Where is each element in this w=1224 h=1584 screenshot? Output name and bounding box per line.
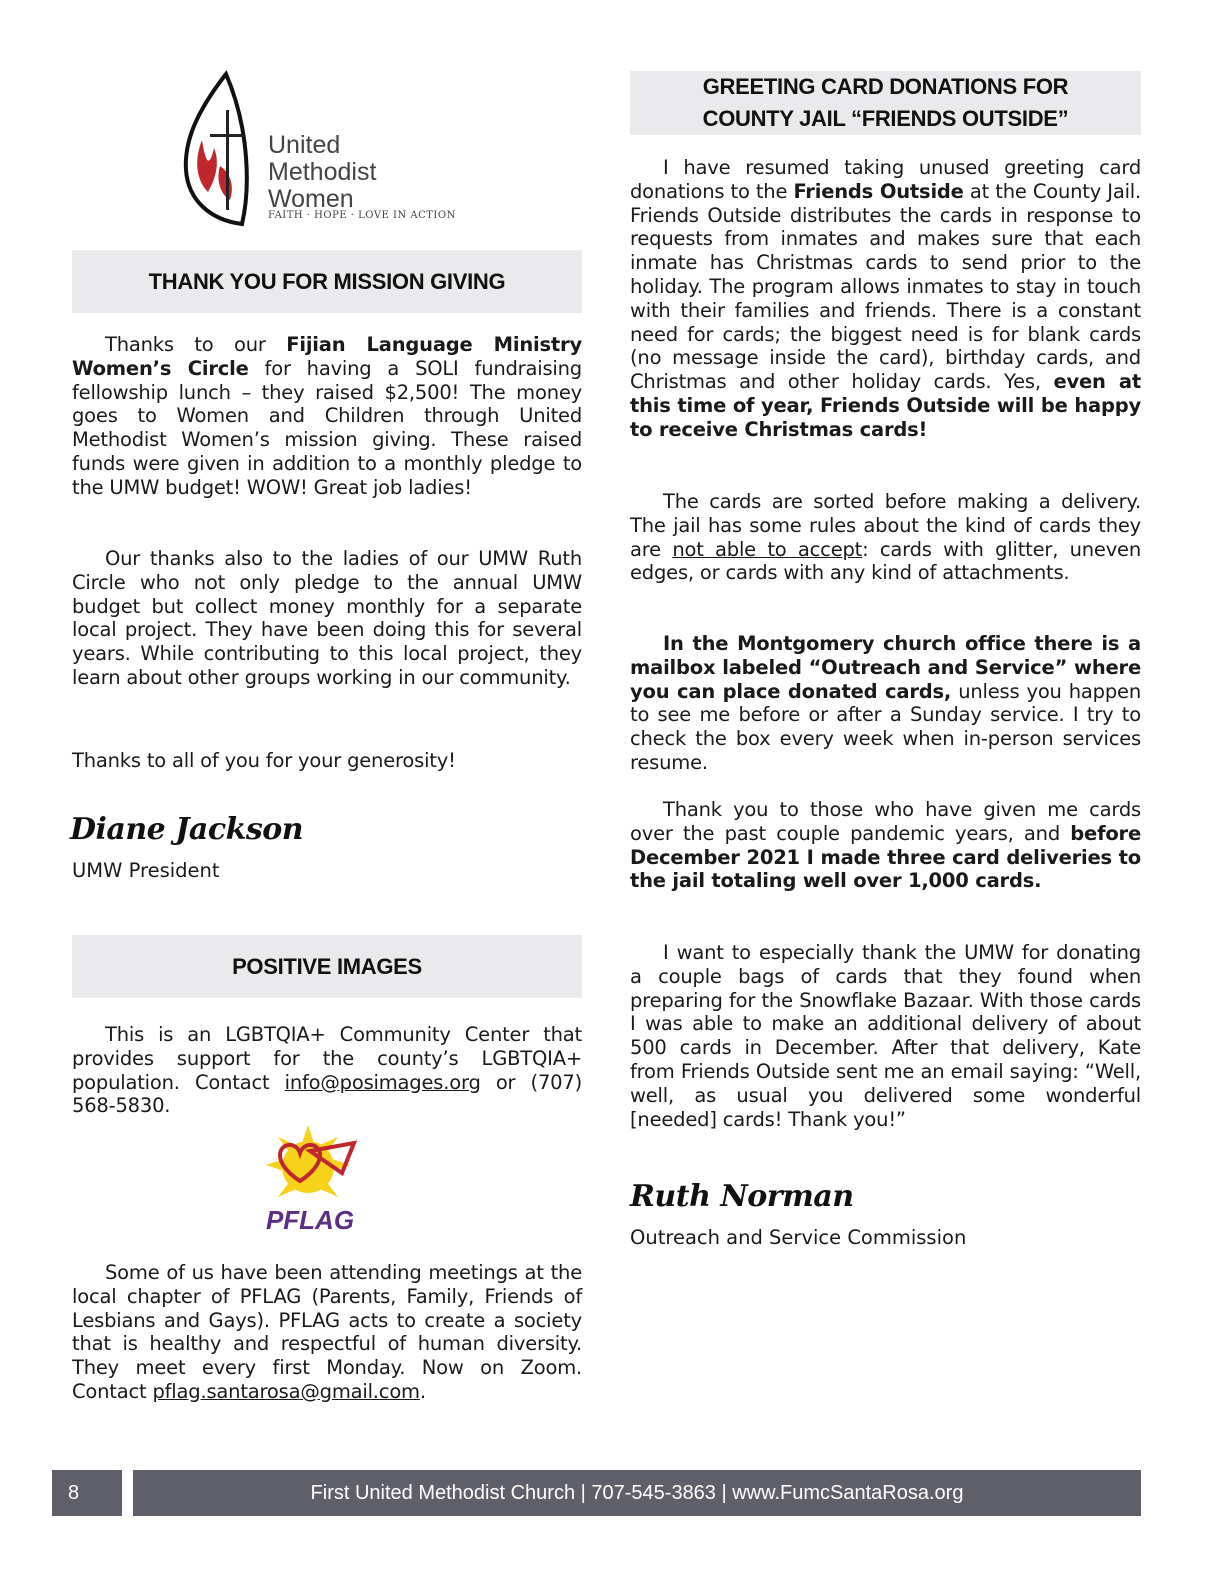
greeting-p2-rest: : cards with glitter, uneven edges, or cards with any kind of attachments. bbox=[630, 537, 1142, 585]
page-number: 8 bbox=[52, 1470, 122, 1516]
positive-p1-lead: This is an LGBTQIA+ Community Center that provides support for the county’s LGBTQIA+ population. Contact bbox=[72, 1023, 582, 1094]
greeting-p1-lead: I have resumed taking unused greeting card donations to the bbox=[630, 156, 1141, 203]
pflag-wordmark: PFLAG bbox=[265, 1205, 355, 1235]
greeting-p3-rest: unless you happen to see me before or after a Sunday service. I try to check the box every week when in-person services resume. bbox=[630, 679, 1141, 774]
greeting-paragraph-1 bbox=[630, 156, 1141, 442]
logo-line-1: United bbox=[268, 131, 341, 159]
greeting-paragraph-3 bbox=[630, 632, 1141, 775]
role-outreach-service: Outreach and Service Commission bbox=[630, 1226, 967, 1249]
mission-heading-text: THANK YOU FOR MISSION GIVING bbox=[148, 269, 506, 294]
greeting-paragraph-2 bbox=[630, 490, 1141, 585]
greeting-p1-mid: at the County Jail. Friends Outside distributes the cards in response to requests from inmates and makes sure that each inmate has Christmas cards to send prior to the holiday. The program allows inmates to stay in touch with their families and friends. There is a constant need for cards; the biggest need is for blank cards (no message inside the card), birthday cards, and Christmas and other holiday cards. Yes, bbox=[630, 179, 1142, 394]
pflag-heart-sun-icon bbox=[250, 1125, 370, 1205]
greeting-p2-lead: The cards are sorted before making a delivery. The jail has some rules about the kind of cards they are bbox=[630, 490, 1141, 561]
mission-p1-lead: Thanks to our bbox=[105, 333, 287, 356]
greeting-p3-bold: In the Montgomery church office there is a mailbox labeled “Outreach and Service” where you can place donated cards, bbox=[630, 632, 1141, 703]
positive-p2-lead: Some of us have been attending meetings at the local chapter of PFLAG (Parents, Family, Friends of Lesbians and Gays). PFLAG acts to create a society that is healthy and respectful of human diversity. They meet every first Monday. Now on Zoom. Contact bbox=[72, 1261, 582, 1403]
positive-images-paragraph-1 bbox=[72, 1023, 582, 1118]
logo-line-3: Women bbox=[268, 185, 354, 213]
mission-heading bbox=[72, 250, 582, 313]
greeting-card-heading bbox=[630, 71, 1141, 135]
footer-contact: First United Methodist Church | 707-545-3863 | www.FumcSantaRosa.org bbox=[133, 1470, 1141, 1516]
mission-paragraph-3: Thanks to all of you for your generosity! bbox=[72, 749, 456, 772]
positive-p1-rest: or (707) 568-5830. bbox=[72, 1070, 582, 1118]
greeting-p1-bold-2: even at this time of year, Friends Outside will be happy to receive Christmas cards! bbox=[630, 370, 1141, 441]
posimages-email-link[interactable]: info@posimages.org bbox=[284, 1070, 481, 1094]
mission-p1-bold: Fijian Language Ministry Women’s Circle bbox=[72, 333, 582, 380]
greeting-heading-line-2: COUNTY JAIL “FRIENDS OUTSIDE” bbox=[702, 106, 1069, 131]
signature-diane-jackson: Diane Jackson bbox=[70, 812, 304, 847]
greeting-paragraph-4 bbox=[630, 798, 1141, 893]
mission-paragraph-2: Our thanks also to the ladies of our UMW Ruth Circle who not only pledge to the annual UMW budget but collect money monthly for a separate local project. They have been doing this for several years. While contributing to this local project, they learn about other groups working in our community. bbox=[72, 547, 582, 689]
signature-ruth-norman: Ruth Norman bbox=[630, 1179, 854, 1214]
positive-images-heading-text: POSITIVE IMAGES bbox=[232, 954, 422, 979]
pflag-email-link[interactable]: pflag.santarosa@gmail.com bbox=[152, 1379, 420, 1403]
positive-images-heading bbox=[72, 935, 582, 998]
mission-paragraph-1 bbox=[72, 333, 582, 500]
greeting-p2-underlined: not able to accept bbox=[672, 537, 863, 561]
pflag-logo bbox=[250, 1125, 370, 1235]
logo-tagline: FAITH · HOPE · LOVE IN ACTION bbox=[268, 210, 456, 221]
umw-logo bbox=[180, 70, 480, 230]
greeting-p1-bold-1: Friends Outside bbox=[793, 179, 964, 203]
mission-p1-rest: for having a SOLI fundraising fellowship lunch – they raised $2,500! The money goes to Women and Children through United Methodist Women’s mission giving. These raised funds were given in addition to a monthly pledge to the UMW budget! WOW! Great job ladies! bbox=[72, 356, 582, 499]
logo-line-2: Methodist bbox=[268, 158, 377, 186]
role-umw-president: UMW President bbox=[72, 859, 220, 882]
flame-cross-icon bbox=[180, 70, 270, 230]
greeting-paragraph-5: I want to especially thank the UMW for donating a couple bags of cards that they found when preparing for the Snowflake Bazaar. With those cards I was able to make an additional delivery of about 500 cards in December. After that delivery, Kate from Friends Outside sent me an email saying: “Well, well, as usual you delivered some wonderful [needed] cards! Thank you!” bbox=[630, 941, 1141, 1131]
positive-p2-rest: . bbox=[419, 1379, 426, 1403]
positive-images-paragraph-2 bbox=[72, 1261, 582, 1404]
greeting-p4-bold: before December 2021 I made three card deliveries to the jail totaling well over 1,000 cards. bbox=[630, 821, 1141, 893]
greeting-p4-lead: Thank you to those who have given me cards over the past couple pandemic years, and bbox=[630, 798, 1141, 845]
greeting-heading-line-1: GREETING CARD DONATIONS FOR bbox=[702, 74, 1069, 99]
